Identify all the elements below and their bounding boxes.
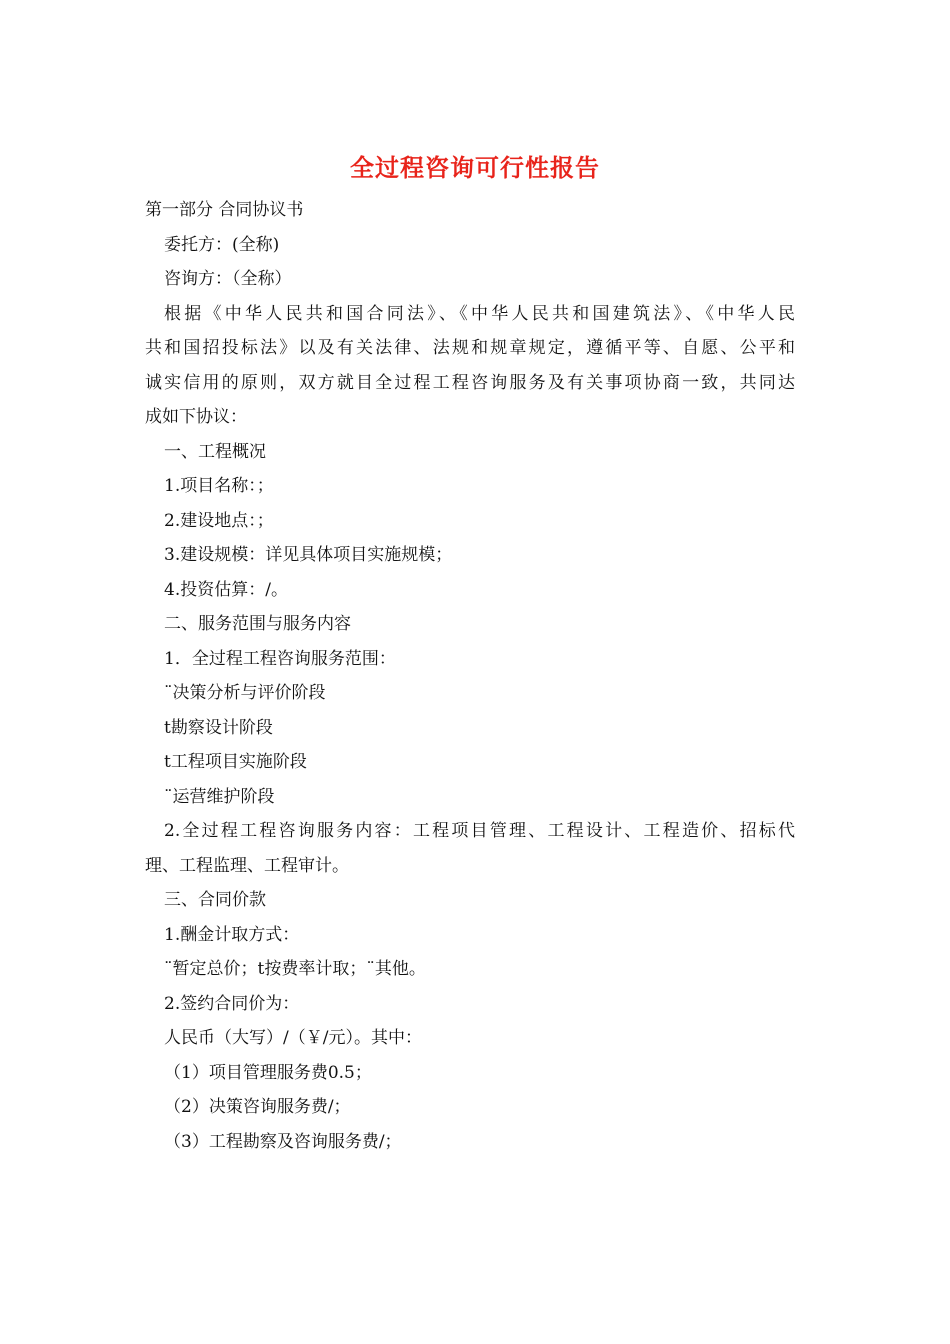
- body-line: 2.建设地点：；: [164, 510, 274, 531]
- body-line: ¨决策分析与评价阶段: [164, 683, 326, 703]
- body-line: ¨暂定总价；t按费率计取；¨其他。: [164, 959, 426, 979]
- document-title: 全过程咨询可行性报告: [350, 153, 600, 182]
- body-line: 1.项目名称：；: [164, 476, 274, 496]
- body-line: 1．全过程工程咨询服务范围：: [164, 648, 396, 669]
- body-line: 2.全过程工程咨询服务内容：工程项目管理、工程设计、工程造价、招标代: [164, 821, 795, 841]
- body-line: 二、服务范围与服务内容: [164, 614, 351, 634]
- body-line: 咨询方：（全称）: [164, 269, 292, 289]
- body-line: 根据《中华人民共和国合同法》、《中华人民共和国建筑法》、《中华人民: [164, 303, 795, 324]
- body-line: 第一部分 合同协议书: [145, 200, 304, 220]
- body-line: （1）项目管理服务费0.5；: [164, 1062, 372, 1083]
- body-line: （2）决策咨询服务费/；: [164, 1097, 351, 1117]
- body-line: 人民币（大写）/（￥/元）。其中：: [164, 1028, 422, 1048]
- body-line: 理、工程监理、工程审计。: [145, 855, 349, 876]
- body-line: 1.酬金计取方式：: [164, 924, 300, 945]
- body-line: ¨运营维护阶段: [164, 786, 275, 807]
- body-line: 共和国招投标法》以及有关法律、法规和规章规定，遵循平等、自愿、公平和: [145, 338, 795, 358]
- body-line: 2.签约合同价为：: [164, 993, 300, 1014]
- body-line: 三、合同价款: [164, 890, 266, 910]
- body-line: 成如下协议：: [145, 407, 247, 427]
- body-line: 委托方：(全称): [164, 234, 280, 255]
- body-line: 3.建设规模：详见具体项目实施规模；: [164, 545, 453, 565]
- body-line: 4.投资估算：/。: [164, 579, 288, 600]
- body-line: 诚实信用的原则，双方就目全过程工程咨询服务及有关事项协商一致，共同达: [145, 372, 795, 393]
- body-line: t勘察设计阶段: [164, 717, 273, 738]
- body-line: 一、工程概况: [164, 441, 266, 462]
- body-line: （3）工程勘察及咨询服务费/；: [164, 1131, 402, 1152]
- document-body: [145, 193, 805, 1159]
- body-line: t工程项目实施阶段: [164, 752, 307, 772]
